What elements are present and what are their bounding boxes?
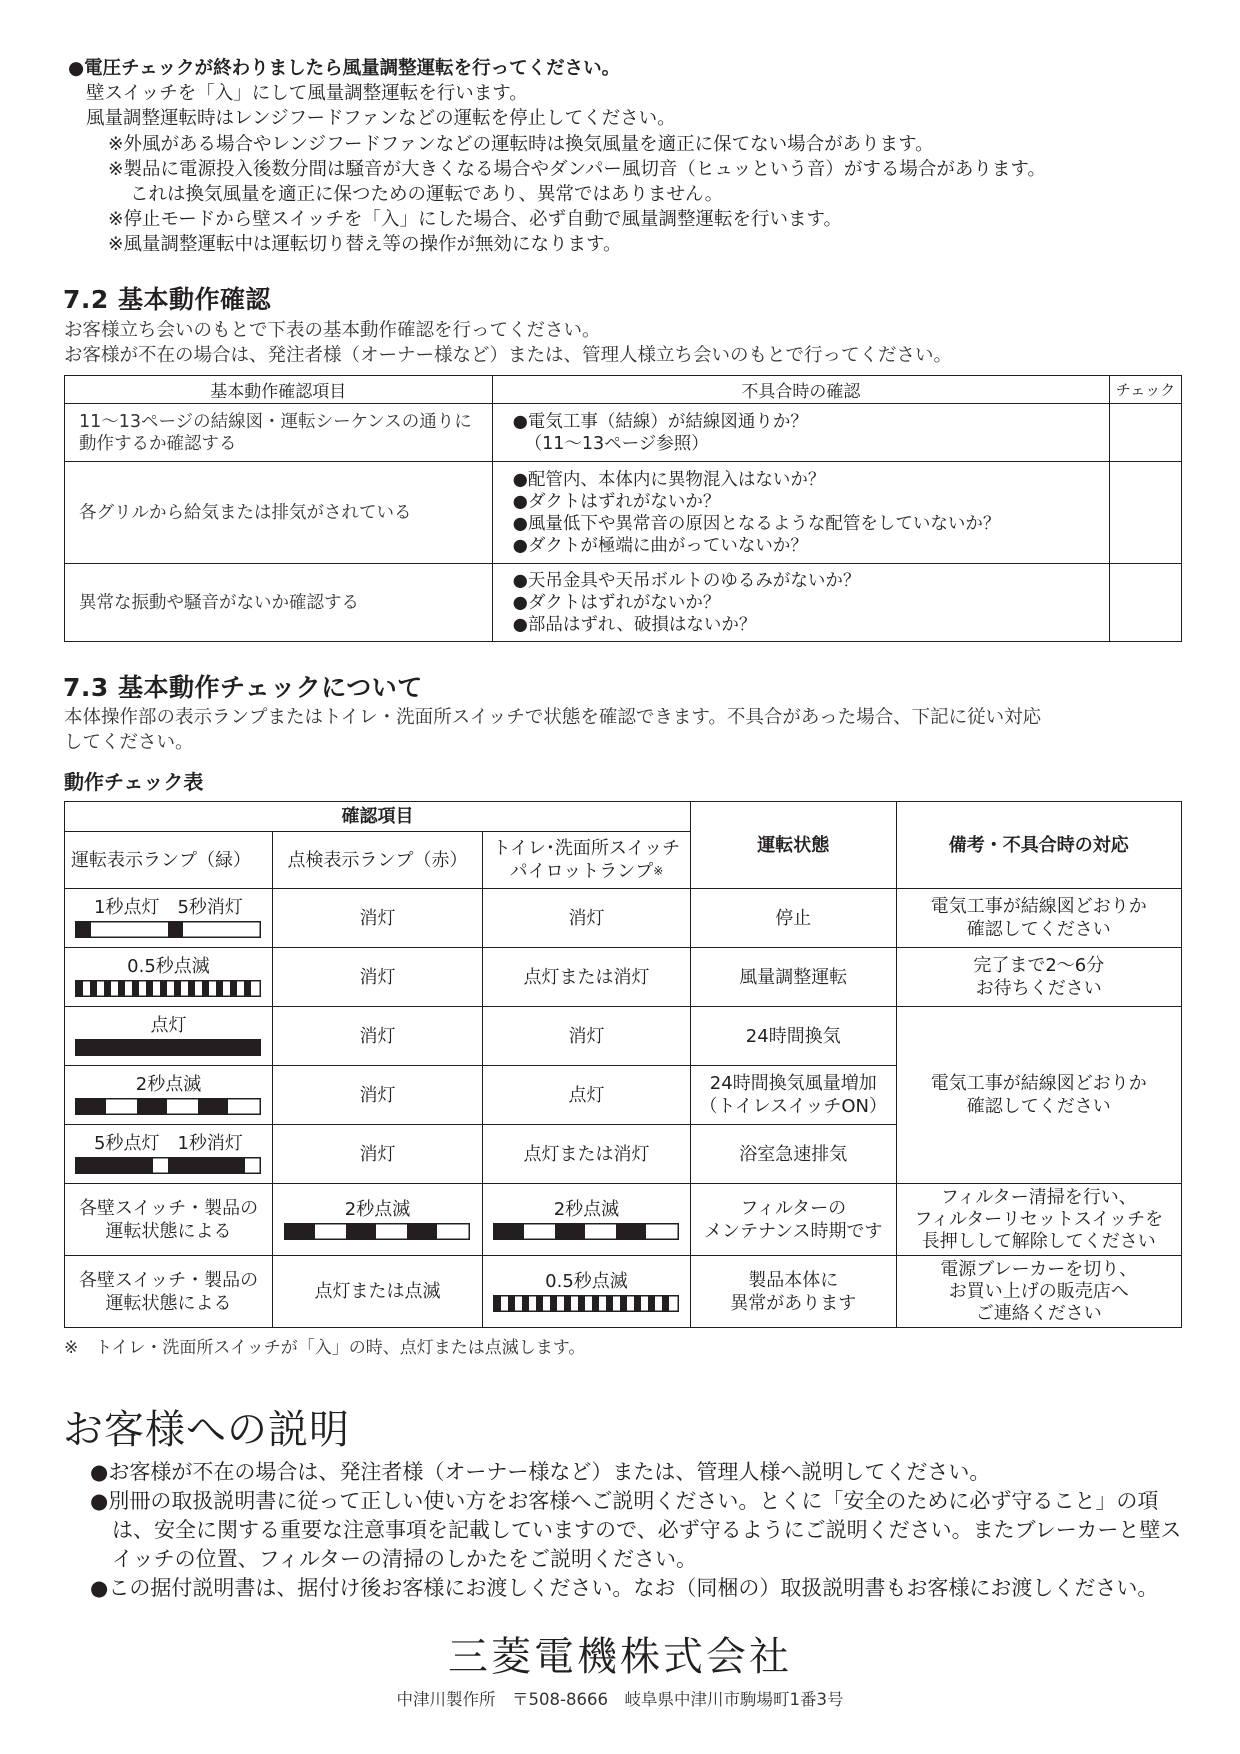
lamp-pattern-0-5s-blink (75, 980, 261, 997)
check-point: ●天吊金具や天吊ボルトのゆるみがないか？ (512, 570, 861, 591)
remark-line: お待ちください (975, 978, 1102, 999)
lamp-pattern-steady-on (75, 1039, 261, 1056)
header-cell: チェック (1110, 376, 1182, 404)
table-row (65, 404, 1182, 462)
check-point: ●配管内、本体内に異物混入はないか？ (512, 469, 826, 490)
section-7-3-text (64, 705, 1184, 755)
lamp-label: 0.5秒点滅 (127, 956, 210, 977)
table-row (65, 948, 1182, 1007)
remark-cell (896, 948, 1181, 1007)
section-title-7-2: 7.2 基本動作確認 (63, 285, 271, 314)
table-row (65, 1184, 1182, 1256)
paragraph: 本体操作部の表示ランプまたはトイレ・洗面所スイッチで状態を確認できます。不具合があった場合、下記に従い対応 (64, 707, 1042, 728)
lamp-label: 2秒点滅 (135, 1074, 202, 1095)
check-points (492, 564, 1109, 642)
header-run-state: 運転状態 (690, 802, 896, 889)
run-state-cell (690, 1184, 896, 1256)
remark-line: 確認してください (966, 919, 1111, 940)
remark-line: フィルターリセットスイッチを (914, 1208, 1164, 1230)
remark-line: フィルター清掃を行い、 (940, 1186, 1137, 1208)
state-line: メンテナンス時期です (703, 1220, 883, 1242)
basic-operation-table (64, 375, 1182, 642)
check-item: 異常な振動や騒音がないか確認する (65, 564, 493, 642)
check-point: ●ダクトはずれがないか？ (512, 592, 721, 613)
paragraph: してください。 (64, 732, 194, 753)
intro-block (68, 56, 1188, 258)
check-box[interactable] (1110, 404, 1182, 462)
table-row (65, 462, 1182, 564)
lamp-label: 2秒点滅 (344, 1198, 411, 1220)
table-footnote: ※ トイレ・洗面所スイッチが「入」の時、点灯または点滅します。 (64, 1338, 586, 1358)
lamp-label: 0.5秒点滅 (545, 1270, 628, 1292)
intro-note: これは換気風量を適正に保つための運転であり、異常ではありません。 (130, 184, 724, 206)
pilot-lamp-cell: 消灯 (482, 1007, 690, 1066)
run-lamp-cell (65, 889, 273, 948)
check-point: （11～13ページ参照） (524, 433, 709, 454)
section-title-7-3: 7.3 基本動作チェックについて (63, 673, 423, 702)
state-line: （トイレスイッチON） (699, 1096, 887, 1117)
table-header-row (65, 802, 1182, 832)
inspection-lamp-cell: 点灯または点滅 (272, 1256, 482, 1328)
check-point: ●電気工事（結線）が結線図通りか？ (512, 411, 808, 432)
customer-explanation-list (90, 1458, 1190, 1603)
lamp-label: 運転状態による (105, 1292, 232, 1314)
paragraph: お客様が不在の場合は、発注者様（オーナー様など）または、管理人様立ち会いのもとで行ってください。 (64, 345, 953, 366)
pilot-lamp-cell: 点灯 (482, 1066, 690, 1125)
state-line: 製品本体に (748, 1269, 839, 1291)
remark-line: 完了まで2～6分 (973, 955, 1105, 976)
header-cell: 不具合時の確認 (492, 376, 1109, 404)
list-item: ●お客様が不在の場合は、発注者様（オーナー様など）または、管理人様へ説明してください。 (90, 1460, 991, 1484)
remark-line: ご連絡ください (975, 1302, 1102, 1324)
check-item: 11～13ページの結線図・運転シーケンスの通りに動作するか確認する (65, 404, 493, 462)
operation-check-table (64, 801, 1182, 1328)
lamp-label: 各壁スイッチ・製品の (78, 1197, 259, 1219)
pilot-lamp-cell (482, 1184, 690, 1256)
lamp-label: 2秒点滅 (553, 1198, 620, 1220)
remark-cell (896, 889, 1181, 948)
lamp-pattern-2s-blink (493, 1223, 679, 1240)
header-pilot-line (487, 860, 686, 883)
run-state-cell: 風量調整運転 (690, 948, 896, 1007)
run-lamp-cell (65, 1066, 273, 1125)
remark-line: 確認してください (966, 1096, 1111, 1117)
check-point: ●部品はずれ、破損はないか？ (512, 614, 757, 635)
state-line: 24時間換気風量増加 (709, 1073, 877, 1094)
inspection-lamp-cell: 消灯 (272, 889, 482, 948)
remark-line: 長押しして解除してください (921, 1230, 1156, 1252)
inspection-lamp-cell: 消灯 (272, 1007, 482, 1066)
run-lamp-cell (65, 1256, 273, 1328)
intro-note: ※風量調整運転中は運転切り替え等の操作が無効になります。 (108, 234, 622, 256)
table-row (65, 1256, 1182, 1328)
check-points (492, 404, 1109, 462)
intro-note: ※製品に電源投入後数分間は騒音が大きくなる場合やダンパー風切音（ヒュッという音）がする場合があります。 (108, 158, 1046, 180)
pilot-lamp-cell (482, 1256, 690, 1328)
header-confirm-items: 確認項目 (65, 802, 691, 832)
state-line: 異常があります (730, 1292, 857, 1314)
header-cell: 基本動作確認項目 (65, 376, 493, 404)
lamp-label: 点灯 (150, 1015, 187, 1036)
remark-cell-merged (896, 1007, 1181, 1184)
header-pilot-text: パイロットランプ (509, 861, 654, 882)
check-point: ●風量低下や異常音の原因となるような配管をしていないか？ (512, 513, 1001, 534)
footnote-mark: ※ (653, 864, 664, 878)
inspection-lamp-cell: 消灯 (272, 948, 482, 1007)
check-points (492, 462, 1109, 564)
intro-lead: ●電圧チェックが終わりましたら風量調整運転を行ってください。 (68, 58, 621, 79)
lamp-label: 運転状態による (105, 1220, 232, 1242)
header-inspection-lamp: 点検表示ランプ（赤） (272, 832, 482, 889)
company-address: 中津川製作所 〒508-8666 岐阜県中津川市駒場町1番3号 (396, 1690, 844, 1709)
run-lamp-cell (65, 1007, 273, 1066)
run-state-cell (690, 1066, 896, 1125)
lamp-pattern-5s-on-1s-off (75, 1157, 261, 1174)
header-pilot-lamp (482, 832, 690, 889)
run-state-cell: 浴室急速排気 (690, 1125, 896, 1184)
table-row (65, 889, 1182, 948)
pilot-lamp-cell: 点灯または消灯 (482, 1125, 690, 1184)
list-item: ●この据付説明書は、据付け後お客様にお渡しください。なお（同梱の）取扱説明書もお客様にお渡しください。 (90, 1576, 1159, 1600)
intro-note: ※外風がある場合やレンジフードファンなどの運転時は換気風量を適正に保てない場合があります。 (108, 133, 934, 155)
table-header-row (65, 376, 1182, 404)
lamp-pattern-0-5s-blink (493, 1295, 679, 1312)
check-point: ●ダクトはずれがないか？ (512, 491, 721, 512)
remark-cell (896, 1256, 1181, 1328)
run-state-cell (690, 1256, 896, 1328)
lamp-pattern-1s-on-5s-off (75, 921, 261, 938)
run-lamp-cell (65, 948, 273, 1007)
remark-line: 電気工事が結線図どおりか (930, 896, 1147, 917)
remark-line: 電気工事が結線図どおりか (930, 1073, 1147, 1094)
lamp-pattern-2s-blink (284, 1223, 470, 1240)
intro-note: ※停止モードから壁スイッチを「入」にした場合、必ず自動で風量調整運転を行います。 (108, 209, 843, 231)
header-run-lamp: 運転表示ランプ（緑） (65, 832, 273, 889)
intro-line: 風量調整運転時はレンジフードファンなどの運転を停止してください。 (86, 108, 676, 130)
lamp-label: 1秒点灯 5秒消灯 (94, 897, 243, 918)
pilot-lamp-cell: 点灯または消灯 (482, 948, 690, 1007)
table-row (65, 1007, 1182, 1066)
run-state-cell: 停止 (690, 889, 896, 948)
remark-line: お買い上げの販売店へ (948, 1280, 1129, 1302)
state-line: フィルターの (740, 1197, 847, 1219)
list-item: ●別冊の取扱説明書に従って正しい使い方をお客様へご説明ください。とくに「安全のために必ず守ること」の項は、安全に関する重要な注意事項を記載していますので、必ず守るようにご説明ください。またブレーカーと壁スイッチの位置、フィルターの清掃のしかたをご説明ください。 (90, 1489, 1182, 1571)
remark-line: 電源ブレーカーを切り、 (940, 1258, 1138, 1280)
table-row (65, 564, 1182, 642)
lamp-pattern-2s-blink (75, 1098, 261, 1115)
check-point: ●ダクトが極端に曲がっていないか？ (512, 535, 808, 556)
inspection-lamp-cell (272, 1184, 482, 1256)
check-box[interactable] (1110, 564, 1182, 642)
pilot-lamp-cell: 消灯 (482, 889, 690, 948)
run-lamp-cell (65, 1125, 273, 1184)
check-table-title: 動作チェック表 (64, 770, 204, 794)
lamp-label: 各壁スイッチ・製品の (78, 1269, 259, 1291)
lamp-label: 5秒点灯 1秒消灯 (94, 1133, 243, 1154)
paragraph: お客様立ち会いのもとで下表の基本動作確認を行ってください。 (64, 320, 601, 341)
inspection-lamp-cell: 消灯 (272, 1125, 482, 1184)
inspection-lamp-cell: 消灯 (272, 1066, 482, 1125)
check-box[interactable] (1110, 462, 1182, 564)
customer-explanation-title: お客様への説明 (63, 1407, 350, 1453)
check-item: 各グリルから給気または排気がされている (65, 462, 493, 564)
section-7-2-text (64, 318, 1184, 368)
header-pilot-line: トイレ･洗面所スイッチ (492, 838, 681, 859)
intro-line: 壁スイッチを「入」にして風量調整運転を行います。 (86, 83, 528, 105)
header-remark: 備考・不具合時の対応 (896, 802, 1181, 889)
company-name: 三菱電機株式会社 (448, 1634, 792, 1680)
run-lamp-cell (65, 1184, 273, 1256)
remark-cell (896, 1184, 1181, 1256)
run-state-cell: 24時間換気 (690, 1007, 896, 1066)
